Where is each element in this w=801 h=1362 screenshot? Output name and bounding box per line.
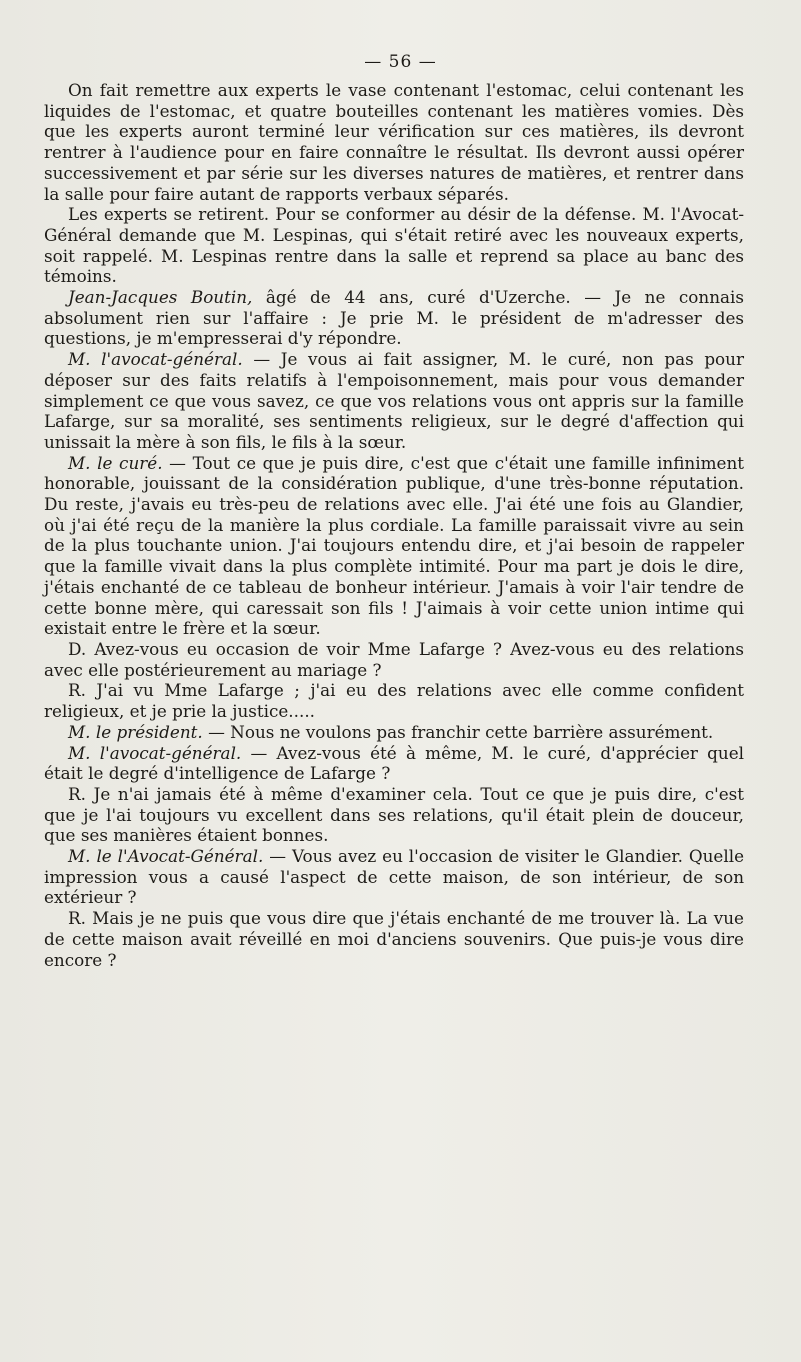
paragraph [44, 287, 744, 349]
paragraph [44, 846, 744, 908]
paragraph-text: D. Avez-vous eu occasion de voir Mme Lafarge ? Avez-vous eu des relations avec elle postérieurement au mariage ? [44, 638, 744, 680]
paragraph [44, 453, 744, 639]
paragraph [44, 639, 744, 680]
paragraph [44, 743, 744, 784]
speaker: M. le curé. [68, 452, 163, 473]
paragraph [44, 784, 744, 846]
speaker: M. l'avocat-général. [68, 349, 243, 370]
paragraph [44, 722, 744, 743]
speaker: M. l'avocat-général. [68, 742, 242, 763]
paragraph [44, 80, 744, 204]
paragraph [44, 908, 744, 970]
paragraph [44, 349, 744, 453]
paragraph-text: R. Je n'ai jamais été à même d'examiner cela. Tout ce que je puis dire, c'est que je l'ai toujours vu excellent dans ses relations, qu'il était plein de douceur, que ses manières étaient bonnes. [44, 783, 744, 846]
paragraph-text: — Avez-vous été à même, M. le curé, d'apprécier quel était le degré d'intelligence de Lafarge ? [44, 742, 744, 784]
paragraph-text: — Nous ne voulons pas franchir cette barrière assurément. [208, 721, 714, 742]
paragraph-text: R. Mais je ne puis que vous dire que j'étais enchanté de me trouver là. La vue de cette maison avait réveillé en moi d'anciens souvenirs. Que puis-je vous dire encore ? [44, 908, 744, 970]
speaker: Jean-Jacques Boutin, [68, 287, 253, 308]
speaker: M. le l'Avocat-Général. [68, 846, 264, 867]
page-number: — 56 — [364, 52, 437, 72]
paragraph-text: âgé de 44 ans, curé d'Uzerche. — Je ne connais absolument rien sur l'affaire : Je prie M. le président de m'adresser des questions, je m'empresserai d'y répondre. [44, 287, 744, 349]
paragraph-text: On fait remettre aux experts le vase contenant l'estomac, celui contenant les liquides de l'estomac, et quatre bouteilles contenant les matières vomies. Dès que les experts auront terminé leur vérification sur ces matières, ils devront rentrer à l'audience pour en faire connaître le résultat. Ils devront aussi opérer successivement et par série sur les diverses natures de matières, et rentrer dans la salle pour faire autant de rapports verbaux séparés. [44, 80, 744, 204]
paragraph-text: — Tout ce que je puis dire, c'est que c'était une famille infiniment honorable, jouissant de la considération publique, d'une très-bonne réputation. Du reste, j'avais eu très-peu de relations avec elle. J'ai été une fois au Glandier, où j'ai été reçu de la manière la plus cordiale. La famille paraissait vivre au sein de la plus touchante union. J'ai toujours entendu dire, et j'ai besoin de rappeler que la famille vivait dans la plus complète intimité. Pour ma part je dois le dire, j'étais enchanté de ce tableau de bonheur intérieur. J'amais à voir l'air tendre de cette bonne mère, qui caressait son fils ! J'aimais à voir cette union intime qui existait entre le frère et la sœur. [44, 452, 744, 639]
paragraph [44, 680, 744, 721]
paragraph-text: — Je vous ai fait assigner, M. le curé, non pas pour déposer sur des faits relatifs à l'empoisonnement, mais pour vous demander simplement ce que vous savez, ce que vos relations vous ont appris sur la famille Lafarge, sur sa moralité, ses sentiments religieux, sur le degré d'affection qui unissait la mère à son fils, le fils à la sœur. [44, 349, 744, 452]
paragraph [44, 204, 744, 287]
paragraph-text: Les experts se retirent. Pour se conformer au désir de la défense. M. l'Avocat-Général demande que M. Lespinas, qui s'était retiré avec les nouveaux experts, soit rappelé. M. Lespinas rentre dans la salle et reprend sa place au banc des témoins. [44, 204, 744, 287]
paragraph-text: R. J'ai vu Mme Lafarge ; j'ai eu des relations avec elle comme confident religieux, et je prie la justice..... [44, 680, 744, 722]
paragraph-text: — Vous avez eu l'occasion de visiter le Glandier. Quelle impression vous a causé l'aspect de cette maison, de son intérieur, de son extérieur ? [44, 846, 744, 908]
body-text [44, 80, 744, 970]
speaker: M. le président. [68, 721, 203, 742]
